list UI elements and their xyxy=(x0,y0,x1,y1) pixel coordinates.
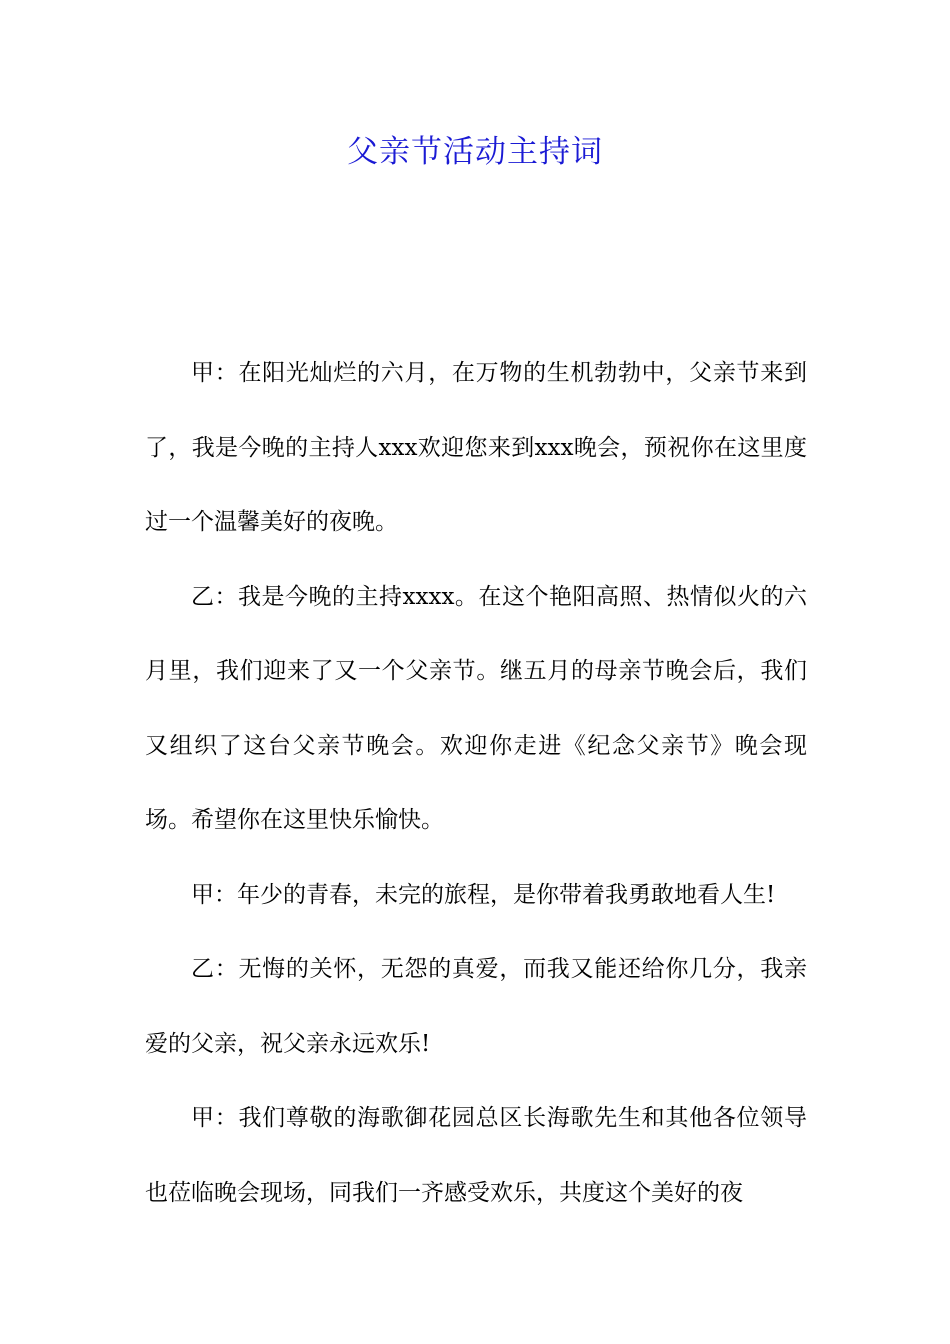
paragraph-3: 甲：年少的青春，未完的旅程，是你带着我勇敢地看人生! xyxy=(191,881,776,908)
paragraph-1: 甲：在阳光灿烂的六月，在万物的生机勃勃中，父亲节来到了，我是今晚的主持人xxx欢迎您来到xxx晚会，预祝你在这里度过一个温馨美好的夜晚。 xyxy=(145,360,807,535)
paragraph-4: 乙：无悔的关怀，无怨的真爱，而我又能还给你几分，我亲爱的父亲，祝父亲永远欢乐! xyxy=(145,956,807,1057)
document-body xyxy=(145,336,807,1230)
paragraph-5: 甲：我们尊敬的海歌御花园总区长海歌先生和其他各位领导也莅临晚会现场，同我们一齐感受欢乐，共度这个美好的夜 xyxy=(145,1105,807,1206)
paragraph-2: 乙：我是今晚的主持xxxx。在这个艳阳高照、热情似火的六月里，我们迎来了又一个父亲节。继五月的母亲节晚会后，我们又组织了这台父亲节晚会。欢迎你走进《纪念父亲节》晚会现场。希望你在这里快乐愉快。 xyxy=(145,583,807,833)
document-title: 父亲节活动主持词 xyxy=(347,134,603,170)
